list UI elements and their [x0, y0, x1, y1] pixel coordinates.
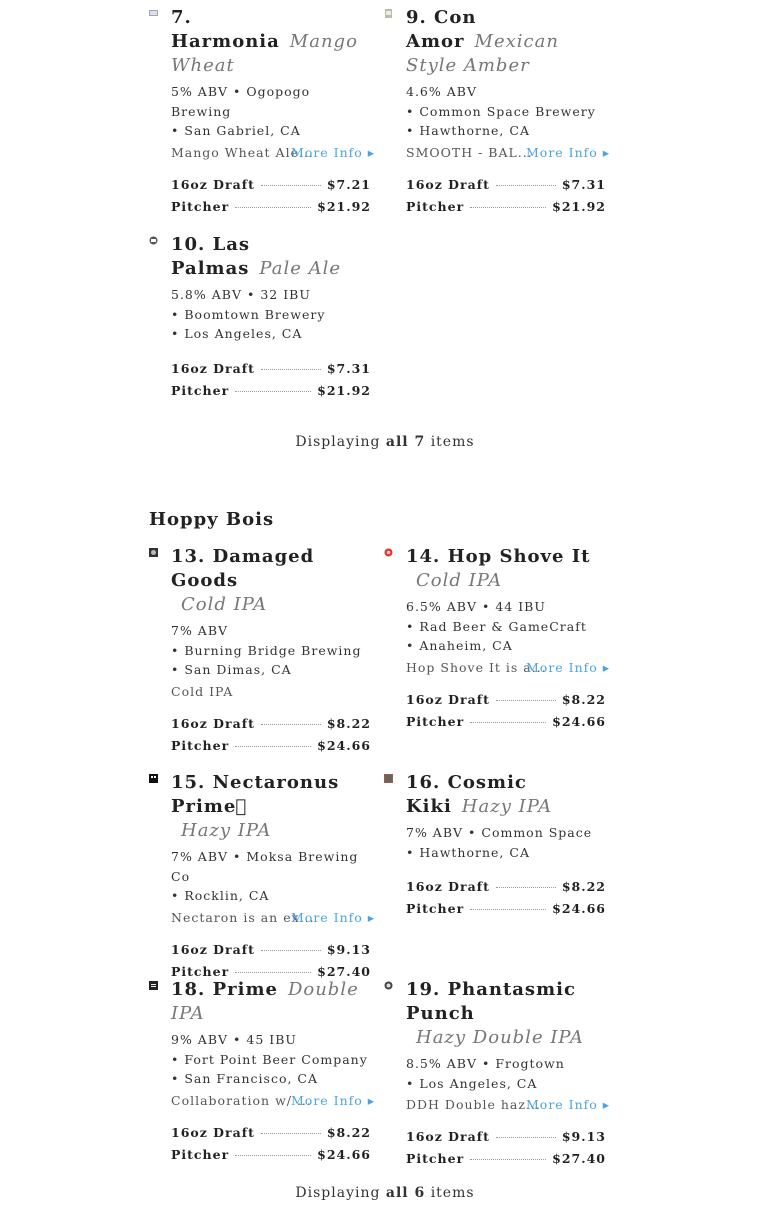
beer-logo-icon — [384, 548, 393, 557]
beer-meta: 8.5% ABV • Frogtown • Los Angeles, CA — [406, 1056, 565, 1091]
beer-item[interactable] — [406, 978, 611, 1170]
price-pitcher: Pitcher $24.66 — [171, 737, 371, 753]
beer-logo-icon — [149, 236, 158, 245]
beer-item[interactable] — [171, 978, 376, 1166]
beer-title[interactable]: 10. Las Palmas Pale Ale — [171, 234, 341, 279]
beer-description: Nectaron is an ex... More Info ▸ — [171, 909, 376, 925]
beer-logo-icon — [384, 774, 393, 783]
beer-meta: 5% ABV • Ogopogo Brewing • San Gabriel, CA — [171, 84, 311, 138]
beer-item[interactable] — [171, 6, 376, 218]
price-pitcher: Pitcher $27.40 — [406, 1151, 606, 1166]
beer-item[interactable] — [406, 771, 606, 920]
beer-logo-icon — [384, 981, 393, 990]
price-draft: 16oz Draft $9.13 — [171, 941, 371, 957]
beer-title[interactable]: 19. Phantasmic Punch Hazy Double IPA — [406, 979, 584, 1048]
beer-title[interactable]: 9. Con Amor Mexican Style Amber — [406, 7, 559, 76]
beer-meta: 4.6% ABV • Common Space Brewery • Hawthorne, CA — [406, 84, 596, 138]
price-draft: 16oz Draft $8.22 — [406, 691, 606, 707]
beer-title[interactable]: 16. Cosmic Kiki Hazy IPA — [406, 772, 553, 817]
beer-description: Cold IPA — [171, 683, 234, 699]
beer-logo-icon — [149, 774, 158, 783]
more-info-link[interactable]: More Info ▸ — [291, 1092, 376, 1108]
beer-item[interactable] — [171, 545, 371, 757]
price-draft: 16oz Draft $7.21 — [171, 176, 371, 192]
beer-item[interactable] — [406, 6, 611, 218]
section-title: Hoppy Bois — [149, 509, 275, 530]
beer-meta: 6.5% ABV • 44 IBU • Rad Beer & GameCraft • Anaheim, CA — [406, 599, 587, 653]
price-draft: 16oz Draft $7.31 — [406, 176, 606, 192]
pagination-info: Displaying all 6 items — [295, 1185, 475, 1201]
pagination-info: Displaying all 7 items — [295, 434, 475, 450]
beer-item[interactable] — [171, 233, 371, 402]
price-pitcher: Pitcher $21.92 — [171, 198, 371, 214]
price-pitcher: Pitcher $27.40 — [171, 963, 371, 979]
beer-meta: 7% ABV • Moksa Brewing Co • Rocklin, CA — [171, 849, 359, 903]
beer-title[interactable]: 7. Harmonia Mango Wheat — [171, 7, 358, 76]
beer-title[interactable]: 15. Nectaronus Prime Hazy IPA — [171, 772, 340, 841]
beer-meta: 9% ABV • 45 IBU • Fort Point Beer Company • San Francisco, CA — [171, 1032, 368, 1086]
price-pitcher: Pitcher $24.66 — [171, 1146, 371, 1162]
price-draft: 16oz Draft $8.22 — [171, 715, 371, 731]
more-info-link[interactable]: More Info ▸ — [526, 144, 611, 160]
price-draft: 16oz Draft $9.13 — [406, 1129, 606, 1144]
beer-item[interactable] — [171, 771, 376, 983]
beer-description: Mango Wheat Ale... More Info ▸ — [171, 144, 376, 160]
beer-title[interactable]: 13. Damaged Goods Cold IPA — [171, 546, 315, 615]
beer-description: Collaboration w/ ... More Info ▸ — [171, 1092, 376, 1108]
price-draft: 16oz Draft $8.22 — [171, 1124, 371, 1140]
more-info-link[interactable]: More Info ▸ — [526, 659, 611, 675]
beer-logo-icon — [384, 9, 393, 18]
more-info-link[interactable]: More Info ▸ — [526, 1097, 611, 1112]
price-pitcher: Pitcher $21.92 — [406, 198, 606, 214]
beer-title[interactable]: 18. Prime Double IPA — [171, 979, 359, 1024]
beer-meta: 7% ABV • Common Space • Hawthorne, CA — [406, 825, 593, 860]
beer-description: Hop Shove It is a... More Info ▸ — [406, 659, 611, 675]
beer-logo-icon — [149, 548, 158, 557]
beer-meta: 5.8% ABV • 32 IBU • Boomtown Brewery • Los Angeles, CA — [171, 287, 326, 341]
more-info-link[interactable]: More Info ▸ — [291, 144, 376, 160]
beer-title[interactable]: 14. Hop Shove It Cold IPA — [406, 546, 591, 591]
price-pitcher: Pitcher $21.92 — [171, 382, 371, 398]
price-pitcher: Pitcher $24.66 — [406, 901, 606, 916]
beer-meta: 7% ABV • Burning Bridge Brewing • San Dimas, CA — [171, 623, 362, 677]
beer-logo-icon — [149, 9, 158, 18]
more-info-link[interactable]: More Info ▸ — [291, 909, 376, 925]
beer-logo-icon — [149, 981, 158, 990]
beer-description: DDH Double haz... More Info ▸ — [406, 1097, 611, 1112]
price-draft: 16oz Draft $8.22 — [406, 879, 606, 894]
beer-description: SMOOTH - BAL... More Info ▸ — [406, 144, 611, 160]
price-pitcher: Pitcher $24.66 — [406, 713, 606, 729]
price-draft: 16oz Draft $7.31 — [171, 360, 371, 376]
beer-item[interactable] — [406, 545, 611, 733]
